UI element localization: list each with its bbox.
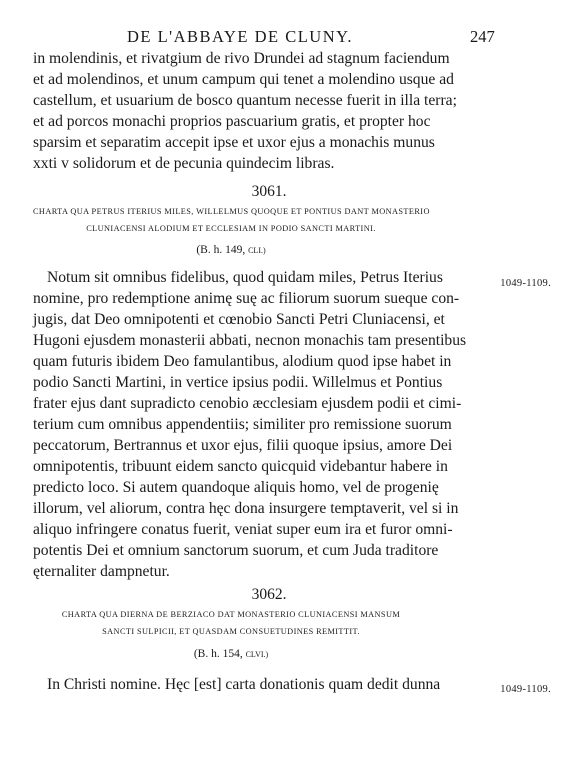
text-line: nomine, pro redemptione animę suę ac filiorum suorum sueque con- (33, 290, 460, 307)
charter-title-line: SANCTI SULPICII, ET QUASDAM CONSUETUDINES REMITTIT. (102, 627, 360, 636)
page-number: 247 (470, 27, 495, 46)
text-line: peccatorum, Bertrannus et uxor ejus, filii quoque ipsius, amore Dei (33, 437, 453, 454)
charter-reference (33, 648, 429, 660)
charter-number: 3061. (251, 183, 287, 200)
text-line: quam futuris ibidem Deo famulantibus, alodium quod ipse habet in (33, 353, 452, 370)
charter-reference (33, 244, 429, 256)
text-line: castellum, et usuarium de bosco quantum necesse fuerit in illa terra; (33, 92, 457, 109)
text-line: Notum sit omnibus fidelibus, quod quidam miles, Petrus Iterius (47, 269, 443, 286)
reference-main: (B. h. 154, (193, 648, 246, 660)
charter-title-line: CHARTA QUA DIERNA DE BERZIACO DAT MONASTERIO CLUNIACENSI MANSUM (61, 610, 401, 619)
charter-number: 3062. (251, 586, 287, 603)
margin-date: 1049-1109. (500, 684, 551, 695)
text-line: potentis Dei et omnium sanctorum suorum, et cum Juda traditore (33, 542, 439, 559)
text-line: ęternaliter dampnetur. (33, 563, 170, 580)
text-line: Hugoni ejusdem monasterii abbati, necnon monachis tam presentibus (33, 332, 467, 349)
text-line: et ad molendinos, et unum campum qui tenet a molendino usque ad (33, 71, 454, 88)
text-line: terium cum omnibus appendentiis; similiter pro remissione suorum (33, 416, 452, 433)
margin-date: 1049-1109. (500, 278, 551, 289)
running-title: DE L'ABBAYE DE CLUNY. (126, 27, 354, 46)
text-line: podio Sancti Martini, in vertice ipsius podii. Willelmus et Pontius (33, 374, 443, 391)
text-line: aliquo infringere conatus fuerit, veniat super eum ira et furor omni- (33, 521, 453, 538)
text-line: illorum, vel aliorum, contra hęc dona insurgere temptaverit, vel si in (33, 500, 459, 517)
reference-main: (B. h. 149, (196, 244, 249, 256)
text-line: In Christi nomine. Hęc [est] carta donationis quam dedit dunna (47, 676, 441, 693)
text-line: omnipotentis, tribuunt eidem sancto quicquid videbantur habere in (33, 458, 448, 475)
text-line: et ad porcos monachi proprios pascuarium gratis, et propter hoc (33, 113, 431, 130)
charter-title-line: CLUNIACENSI ALODIUM ET ECCLESIAM IN PODIO SANCTI MARTINI. (86, 224, 376, 233)
reference-roman: CLI.) (248, 246, 266, 255)
text-line: jugis, dat Deo omnipotenti et cœnobio Sancti Petri Cluniacensi, et (33, 311, 445, 328)
text-line: predicto loco. Si autem quandoque aliquis homo, vel de progenię (33, 479, 439, 496)
text-line: xxti v solidorum et de pecunia quindecim libras. (33, 155, 335, 172)
charter-title-line: CHARTA QUA PETRUS ITERIUS MILES, WILLELMUS QUOQUE ET PONTIUS DANT MONASTERIO (33, 207, 430, 216)
reference-roman: CLVI.) (245, 650, 269, 659)
text-line: in molendinis, et rivatgium de rivo Drundei ad stagnum faciendum (33, 50, 450, 67)
text-line: sparsim et separatim accepit ipse et uxor ejus a monachis munus (33, 134, 435, 151)
text-line: frater ejus dant supradicto cenobio æcclesiam ejusdem podii et cimi- (33, 395, 462, 412)
